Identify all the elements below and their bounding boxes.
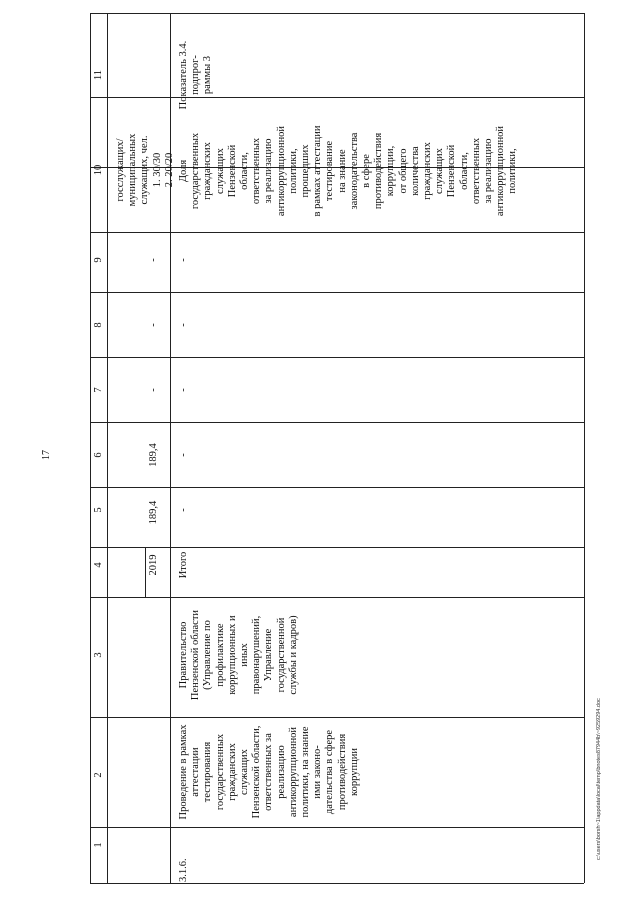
event-text-line: государственных [214, 733, 226, 811]
continuation-indicator-line: госслужащих/ [115, 138, 126, 202]
indicator-link-text [178, 35, 215, 115]
indicator-text-line: законодательства [348, 132, 360, 210]
header-cell-4: 4 [93, 562, 104, 568]
indicator-text-line: антикоррупционной [275, 125, 287, 217]
indicator-text-line: области, [458, 152, 470, 190]
indicator-text-line: противодействия [373, 132, 385, 210]
event-text [178, 719, 361, 825]
grid-line [584, 13, 585, 883]
row-number: 3.1.6. [178, 858, 189, 882]
event-text-line: Проведение в рамках [178, 724, 189, 820]
grid-line [90, 422, 584, 423]
event-text-line: дательства в сфере [324, 729, 336, 815]
grid-line [90, 292, 584, 293]
event-text-line: политики, на знание [300, 726, 312, 818]
grid-line [107, 13, 108, 883]
event-text-line: аттестации [190, 747, 202, 797]
year-cell: 2019 [148, 554, 159, 576]
event-text-line: тестирования [202, 741, 214, 803]
continuation-indicator-line: 1. 30/30 [151, 152, 163, 188]
indicator-text-line: от общего [397, 148, 409, 194]
grid-line [90, 827, 584, 828]
grid-line [90, 487, 584, 488]
header-cell-6: 6 [93, 452, 104, 458]
row-col9: - [178, 258, 189, 262]
continuation-col6: 189,4 [148, 443, 159, 467]
executor-text-line: профилактике [214, 623, 226, 687]
indicator-link-text-line: раммы 3 [202, 55, 214, 95]
indicator-text-line: служащих [214, 148, 226, 194]
executor-text-line: (Управление по [202, 620, 214, 690]
indicator-text-line: в сфере [361, 154, 373, 188]
event-text-line: ими законо- [312, 745, 324, 799]
row-col5: - [178, 508, 189, 512]
header-cell-3: 3 [93, 652, 104, 658]
executor-text-line: государственной [275, 617, 287, 693]
row-col6: - [178, 453, 189, 457]
continuation-indicator [115, 115, 176, 225]
indicator-text-line: Доля [178, 159, 189, 183]
indicator-text-line: ответственных [470, 137, 482, 205]
header-cell-1: 1 [93, 842, 104, 848]
header-cell-11: 11 [93, 69, 104, 81]
event-text-line: антикоррупционной [287, 726, 299, 818]
header-cell-7: 7 [93, 387, 104, 393]
grid-line [90, 547, 584, 548]
indicator-text-line: прошедших [300, 144, 312, 198]
indicator-text-line: за реализацию [483, 138, 495, 204]
indicator-text-line: области, [239, 152, 251, 190]
indicator-text-line: гражданских [202, 142, 214, 200]
event-text-line: служащих [239, 749, 251, 795]
indicator-text-line: количества [409, 146, 421, 196]
continuation-indicator-line: служащих, чел. [139, 135, 151, 205]
indicator-text-line: антикоррупционной [495, 125, 507, 217]
grid-line [90, 232, 584, 233]
continuation-col5: 189,4 [148, 500, 159, 525]
continuation-col9: - [148, 258, 159, 262]
event-text-line: Пензенской области, [251, 725, 263, 819]
header-cell-10: 10 [93, 164, 104, 176]
indicator-text-line: ответственных [251, 137, 263, 205]
grid-line [145, 547, 146, 597]
continuation-indicator-line: муниципальных [127, 133, 139, 207]
continuation-col7: - [148, 388, 159, 392]
executor-text-line: иных [239, 643, 251, 667]
indicator-text-line: Пензенской [226, 144, 238, 198]
header-cell-2: 2 [93, 772, 104, 778]
file-path-footer: c:\users\borsh~1\appdata\local\temp\bnotes87944b\~9259294.doc [596, 698, 602, 860]
header-cell-5: 5 [93, 507, 104, 513]
executor-text [178, 594, 300, 716]
event-text-line: ответственных за [263, 733, 275, 811]
event-text-line: гражданских [226, 743, 238, 801]
event-text-line: реализацию [275, 745, 287, 799]
indicator-text-line: политики, [507, 148, 519, 194]
indicator-text [178, 115, 520, 227]
indicator-link-text-line: Показатель 3.4. [178, 40, 189, 110]
header-cell-8: 8 [93, 322, 104, 328]
executor-text-line: службы и кадров) [287, 615, 299, 695]
indicator-text-line: Пензенской [446, 144, 458, 198]
executor-text-line: правонарушений, [251, 615, 263, 695]
header-cell-9: 9 [93, 257, 104, 263]
continuation-col8: - [148, 323, 159, 327]
indicator-text-line: государственных [190, 132, 202, 210]
grid-line [90, 97, 584, 98]
executor-text-line: коррупционных и [226, 615, 238, 695]
indicator-text-line: в рамках аттестации [312, 125, 324, 217]
indicator-text-line: тестирование [324, 140, 336, 202]
row-col8: - [178, 323, 189, 327]
executor-text-line: Правительство [178, 621, 189, 689]
event-text-line: коррупции [348, 748, 360, 796]
indicator-link-text-line: подпрог- [190, 55, 202, 95]
continuation-indicator-line: 2. 20/20 [163, 152, 175, 188]
executor-text-line: Управление [263, 628, 275, 682]
grid-line [90, 717, 584, 718]
indicator-text-line: гражданских [422, 142, 434, 200]
indicator-text-line: за реализацию [263, 138, 275, 204]
grid-line [90, 357, 584, 358]
indicator-text-line: политики, [287, 148, 299, 194]
event-text-line: противодействия [336, 733, 348, 811]
grid-line [90, 597, 584, 598]
executor-text-line: Пензенской области [190, 609, 202, 701]
indicator-text-line: служащих [434, 148, 446, 194]
indicator-text-line: коррупции, [385, 145, 397, 197]
grid-line [90, 13, 91, 883]
page-number: 17 [41, 450, 52, 460]
indicator-text-line: на знание [336, 149, 348, 193]
total-label: Итого [178, 551, 189, 579]
row-col7: - [178, 388, 189, 392]
grid-line [90, 13, 584, 14]
grid-line [90, 883, 584, 884]
